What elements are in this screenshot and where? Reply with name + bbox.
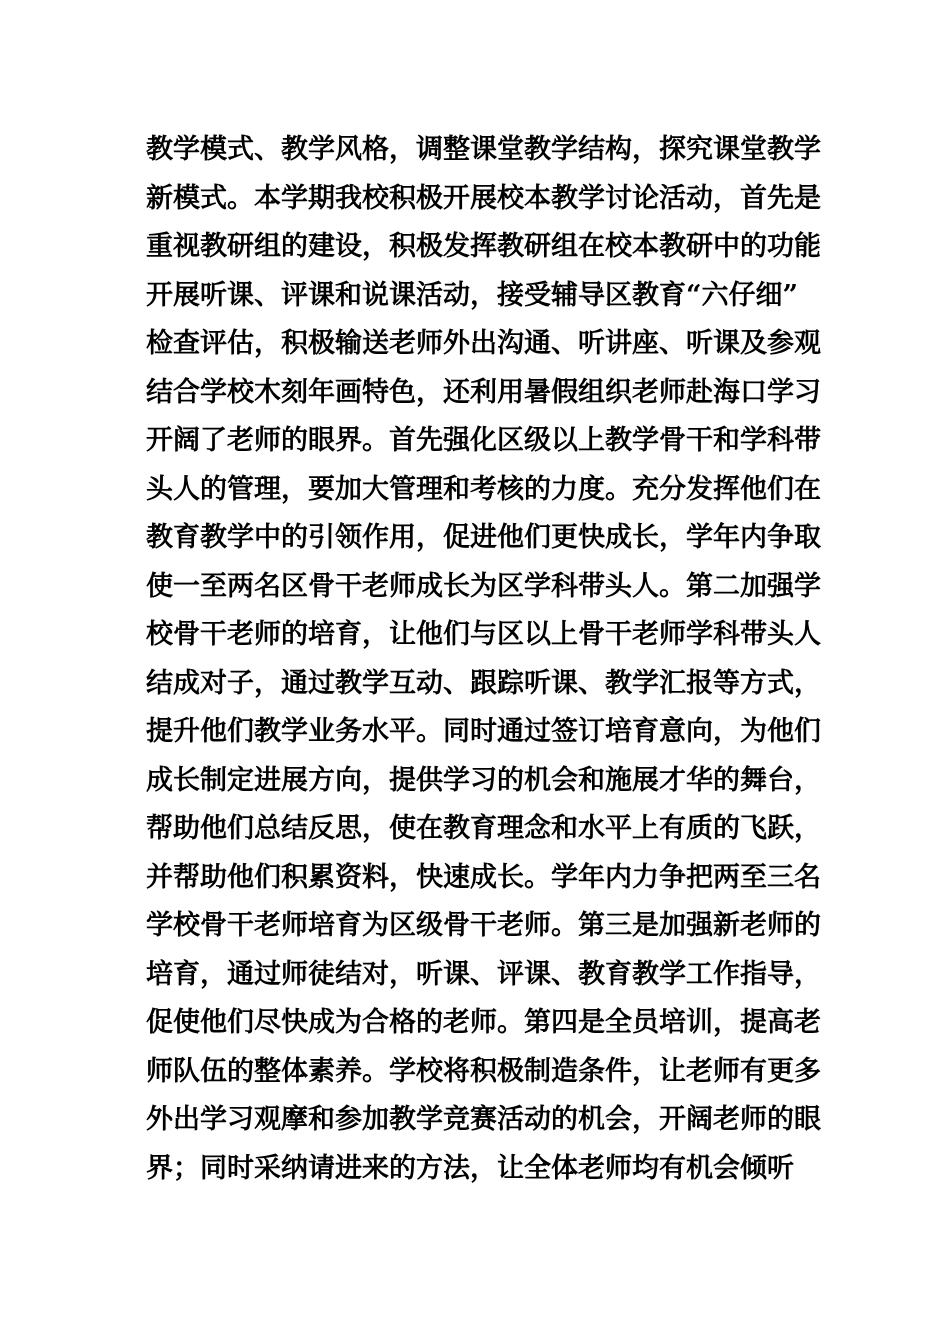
text-line: 师队伍的整体素养。学校将积极制造条件，让老师有更多 — [146, 1055, 821, 1087]
text-line: 教学模式、教学风格，调整课堂教学结构，探究课堂教学 — [146, 134, 821, 165]
text-line: 校骨干老师的培育，让他们与区以上骨干老师学科带头人 — [146, 619, 821, 650]
text-line: 结成对子，通过教学互动、跟踪听课、教学汇报等方式， — [146, 667, 821, 699]
text-line: 提升他们教学业务水平。同时通过签订培育意向，为他们 — [146, 716, 821, 747]
text-line: 帮助他们总结反思，使在教育理念和水平上有质的飞跃， — [146, 813, 821, 844]
text-line: 检查评估，积极输送老师外出沟通、听讲座、听课及参观 — [146, 328, 821, 359]
text-line: 结合学校木刻年画特色，还利用暑假组织老师赴海口学习 — [146, 376, 821, 408]
text-line: 重视教研组的建设，积极发挥教研组在校本教研中的功能 — [146, 231, 821, 262]
text-line: 界；同时采纳请进来的方法，让全体老师均有机会倾听 — [146, 1152, 794, 1184]
body-text — [146, 126, 821, 1193]
text-line: 学校骨干老师培育为区级骨干老师。第三是加强新老师的 — [146, 910, 821, 941]
text-line: 开展听课、评课和说课活动，接受辅导区教育“六仔细” — [146, 279, 799, 311]
text-line: 培育，通过师徒结对，听课、评课、教育教学工作指导， — [146, 958, 821, 990]
text-line: 促使他们尽快成为合格的老师。第四是全员培训，提高老 — [146, 1007, 821, 1038]
text-line: 成长制定进展方向，提供学习的机会和施展才华的舞台， — [146, 764, 821, 796]
text-line: 外出学习观摩和参加教学竞赛活动的机会，开阔老师的眼 — [146, 1104, 821, 1135]
text-line: 头人的管理，要加大管理和考核的力度。充分发挥他们在 — [146, 473, 821, 505]
text-line: 开阔了老师的眼界。首先强化区级以上教学骨干和学科带 — [146, 425, 821, 456]
text-line: 教育教学中的引领作用，促进他们更快成长，学年内争取 — [146, 522, 821, 553]
text-line: 使一至两名区骨干老师成长为区学科带头人。第二加强学 — [146, 570, 821, 602]
text-line: 并帮助他们积累资料，快速成长。学年内力争把两至三名 — [146, 861, 821, 893]
text-line: 新模式。本学期我校积极开展校本教学讨论活动，首先是 — [146, 182, 821, 214]
